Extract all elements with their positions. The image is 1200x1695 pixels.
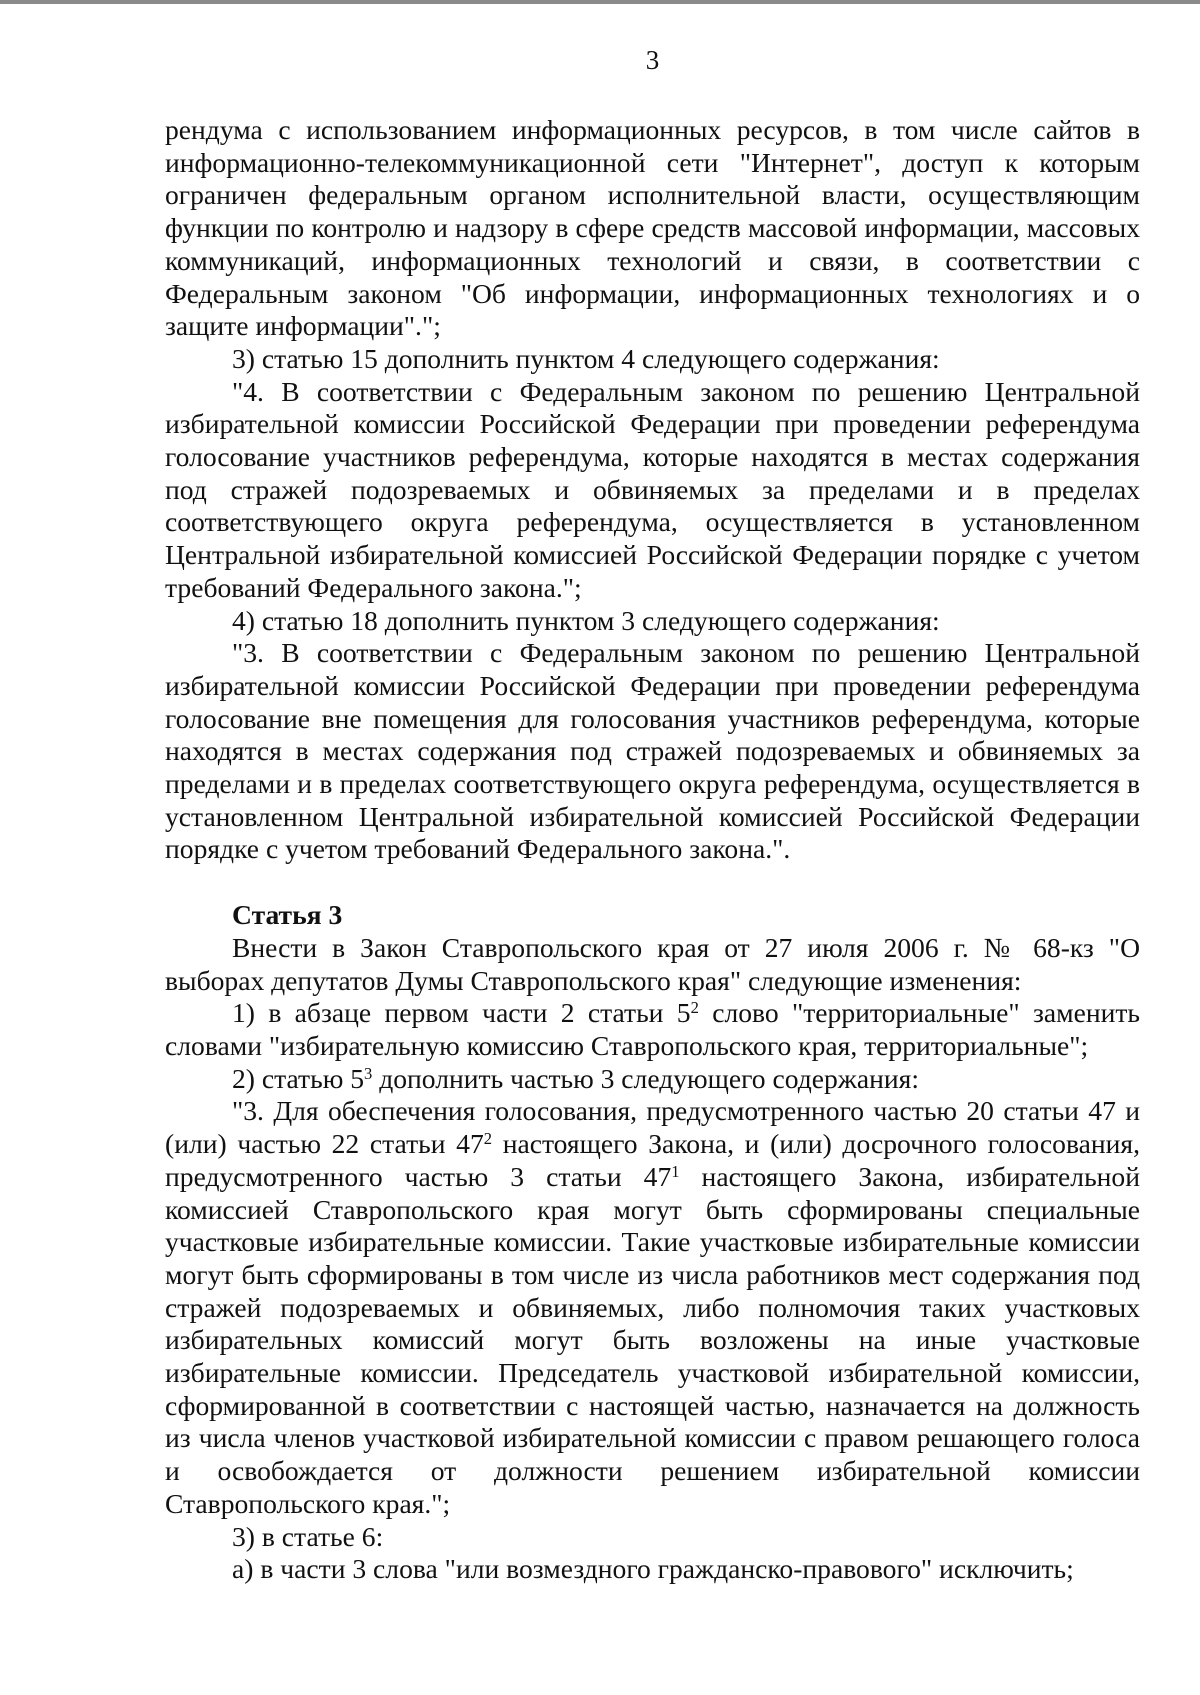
document-body [165,114,1140,1586]
paragraph-continuation: рендума с использованием информационных ресурсов, в том числе сайтов в информационно-телекоммуникационной сети "Интернет", доступ к которым ограничен федеральным органом исполнительной власти, осуществляющим функции по контролю и надзору в сфере средств массовой информации, массовых коммуникаций, информационных технологий и связи, в соответствии с Федеральным законом "Об информации, информационных технологиях и о защите информации"."; [165,114,1140,342]
page-number: 3 [645,45,660,75]
paragraph-amendment-1: 1) в абзаце первом части 2 статьи $5^2$ слово "территориальные" заменить словами "избирательную комиссию Ставропольского края, территориальные"; [165,997,1140,1061]
paragraph-amendment-2: 2) статью $5^3$ дополнить частью 3 следующего содержания: [232,1062,920,1094]
scan-edge [0,0,1200,4]
paragraph-amendment-3: 3) в статье 6: [232,1520,384,1552]
paragraph-clause-4: "4. В соответствии с Федеральным законом по решению Центральной избирательной комиссии Российской Федерации при проведении референдума голосование участников референдума, которые находятся в местах содержания под стражей подозреваемых и обвиняемых за пределами и в пределах соответствующего округа референдума, осуществляется в установленном Центральной избирательной комиссией Российской Федерации порядке с учетом требований Федерального закона."; [165,375,1140,603]
article-heading: Статья 3 [232,899,343,931]
paragraph-clause-3: "3. В соответствии с Федеральным законом по решению Центральной избирательной комиссии Российской Федерации при проведении референдума голосование вне помещения для голосования участников референдума, которые находятся в местах содержания под стражей подозреваемых и обвиняемых за пределами и в пределах соответствующего округа референдума, осуществляется в установленном Центральной избирательной комиссией Российской Федерации порядке с учетом требований Федерального закона.". [165,637,1140,865]
paragraph-part-3: "3. Для обеспечения голосования, предусмотренного частью 20 статьи 47 и (или) частью 22 статьи $47^2$ настоящего Закона, и (или) досрочного голосования, предусмотренного частью 3 статьи $47^1$ настоящего Закона, избирательной комиссией Ставропольского края могут быть сформированы специальные участковые избирательные комиссии. Такие участковые избирательные комиссии могут быть сформированы в том числе из числа работников мест содержания под стражей подозреваемых и обвиняемых, либо полномочия таких участковых избирательных комиссий могут быть возложены на иные участковые избирательные комиссии. Председатель участковой избирательной комиссии, сформированной в соответствии с настоящей частью, назначается на должность из числа членов участковой избирательной комиссии с правом решающего голоса и освобождается от должности решением избирательной комиссии Ставропольского края."; [165,1095,1141,1519]
paragraph-item-3: 3) статью 15 дополнить пунктом 4 следующего содержания: [232,342,940,374]
paragraph-intro: Внести в Закон Ставропольского края от 27 июля 2006 г. № 68-кз "О выборах депутатов Думы Ставропольского края" следующие изменения: [165,931,1140,996]
paragraph-subitem-a: а) в части 3 слова "или возмездного гражданско-правового" исключить; [232,1553,1074,1585]
paragraph-item-4: 4) статью 18 дополнить пунктом 3 следующего содержания: [232,604,940,636]
